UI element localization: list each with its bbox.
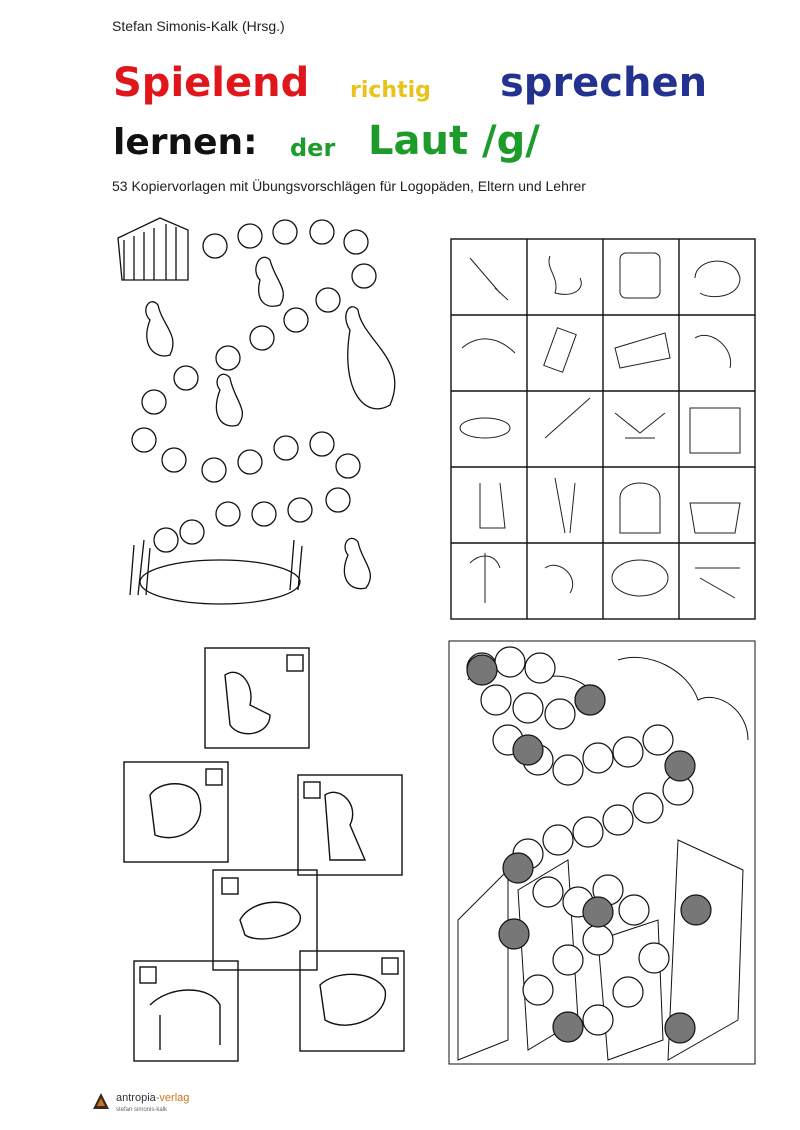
board-game-illustration xyxy=(110,210,420,620)
publisher-name: antropia xyxy=(116,1092,156,1104)
title-word-der: der xyxy=(290,134,336,162)
publisher-name-suffix: -verlag xyxy=(155,1092,190,1104)
picture-grid-illustration xyxy=(450,238,756,622)
title-word-spielend: Spielend xyxy=(113,60,310,106)
subtitle: 53 Kopiervorlagen mit Übungsvorschlägen für Logopäden, Eltern und Lehrer xyxy=(112,178,586,194)
publisher-logo xyxy=(92,1088,189,1113)
title-word-richtig: richtig xyxy=(350,78,431,103)
title-word-laut: Laut /g/ xyxy=(368,118,540,164)
triangle-logo-icon xyxy=(92,1092,110,1110)
publisher-tagline: stefan simonis-kalk xyxy=(116,1107,168,1113)
city-game-illustration xyxy=(448,640,756,1065)
title-word-lernen: lernen: xyxy=(113,122,258,163)
title-word-sprechen: sprechen xyxy=(500,60,708,106)
author-line: Stefan Simonis-Kalk (Hrsg.) xyxy=(112,18,285,34)
animal-cards-illustration xyxy=(120,645,410,1065)
